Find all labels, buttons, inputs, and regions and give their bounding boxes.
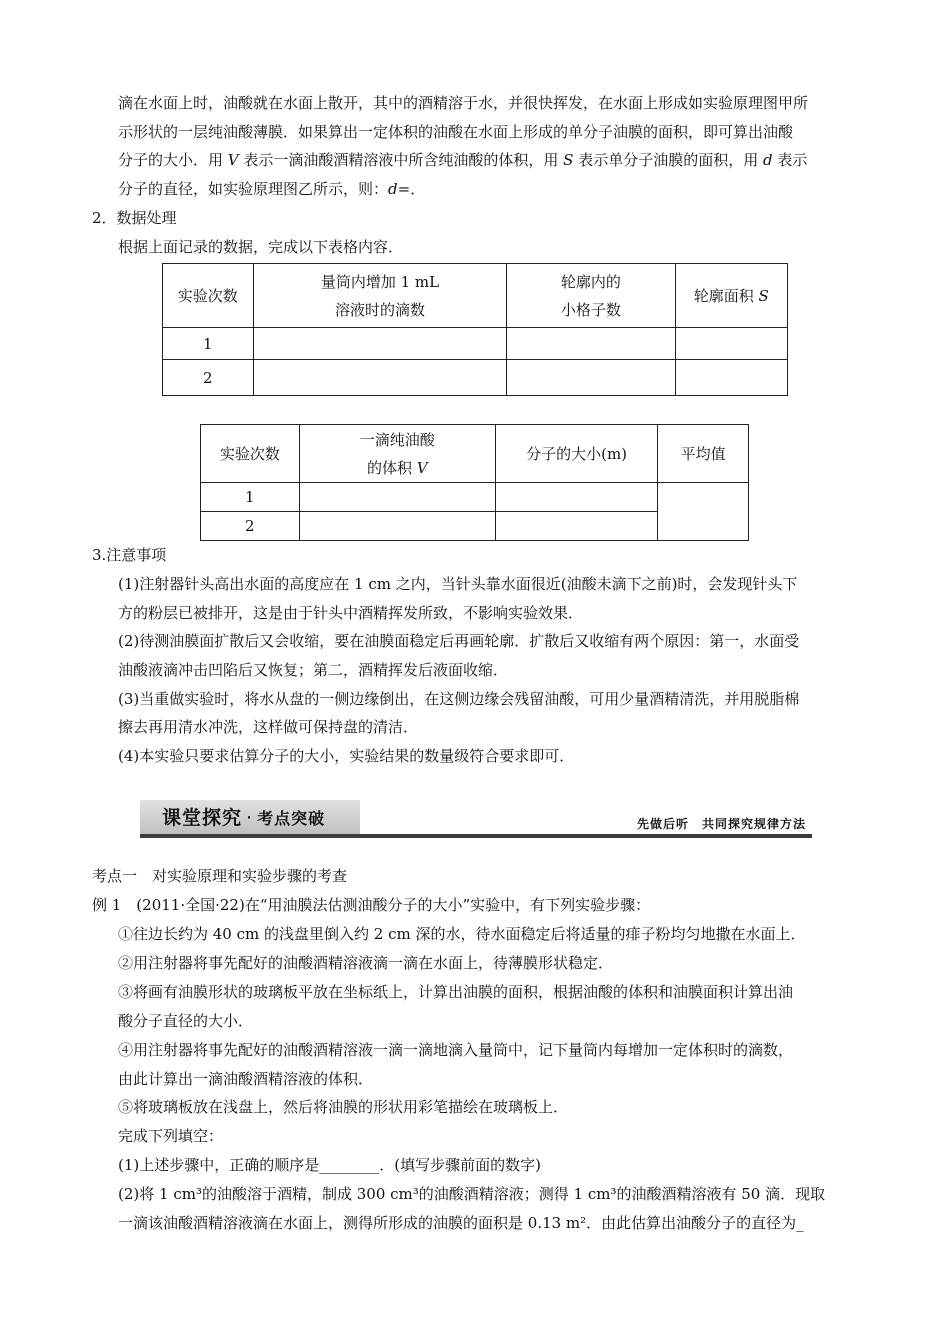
header-drops <box>253 264 507 328</box>
table-row <box>201 483 749 512</box>
cell-empty[interactable] <box>253 360 507 396</box>
row-number: 1 <box>163 328 254 360</box>
cell-empty[interactable] <box>299 483 495 512</box>
cell-empty[interactable] <box>675 360 787 396</box>
question-2-line-1: (2)将 1 cm³的油酸溶于酒精，制成 300 cm³的油酸酒精溶液；测得 1 cm³的油酸酒精溶液有 50 滴．现取 <box>118 1185 826 1203</box>
note-4: (4)本实验只要求估算分子的大小，实验结果的数量级符合要求即可． <box>118 747 575 765</box>
note-3-line-1: (3)当重做实验时，将水从盘的一侧边缘倒出，在这侧边缘会残留油酸，可用少量酒精清洗，并用脱脂棉 <box>118 690 800 708</box>
header-drops-line2: 溶液时的滴数 <box>334 300 425 319</box>
step-2: ②用注射器将事先配好的油酸酒精溶液滴一滴在水面上，待薄膜形状稳定． <box>118 954 614 972</box>
exam-point-title: 考点一 对实验原理和实验步骤的考查 <box>92 867 348 885</box>
section-heading-data: 2．数据处理 <box>92 209 177 227</box>
intro-line-2: 示形状的一层纯油酸薄膜．如果算出一定体积的油酸在水面上形成的单分子油膜的面积，即可算出油酸 <box>118 123 794 141</box>
section-heading-notes: 3.注意事项 <box>92 546 167 564</box>
example-intro: 例 1 (2011·全国·22)在“用油膜法估测油酸分子的大小”实验中，有下列实验步骤： <box>92 896 651 914</box>
question-1: (1)上述步骤中，正确的顺序是________．(填写步骤前面的数字) <box>118 1156 541 1174</box>
intro-line-1: 滴在水面上时，油酸就在水面上散开，其中的酒精溶于水，并很快挥发，在水面上形成如实验原理图甲所 <box>118 94 809 112</box>
intro-line-4: 分子的直径，如实验原理图乙所示，则：d=． <box>118 180 426 198</box>
cell-empty[interactable] <box>495 512 657 541</box>
step-3-line-1: ③将画有油膜形状的玻璃板平放在坐标纸上，计算出油膜的面积，根据油酸的体积和油膜面积计算出油 <box>118 983 794 1001</box>
note-2-line-1: (2)待测油膜面扩散后又会收缩，要在油膜面稳定后再画轮廓．扩散后又收缩有两个原因：第一，水面受 <box>118 632 800 650</box>
cell-empty[interactable] <box>507 360 675 396</box>
header-volume-line1: 一滴纯油酸 <box>359 430 435 449</box>
header-drops-line1: 量筒内增加 1 mL <box>320 272 440 291</box>
cell-empty[interactable] <box>507 328 675 360</box>
header-trial: 实验次数 <box>201 425 300 483</box>
header-volume-line2: 的体积 V <box>366 458 428 477</box>
note-2-line-2: 油酸液滴冲击凹陷后又恢复；第二，酒精挥发后液面收缩． <box>118 661 509 679</box>
header-squares <box>507 264 675 328</box>
fill-instruction: 完成下列填空： <box>118 1127 224 1145</box>
header-area: 轮廓面积 S <box>675 264 787 328</box>
row-number: 1 <box>201 483 300 512</box>
banner-rule <box>140 834 812 838</box>
note-1-line-1: (1)注射器针头高出水面的高度应在 1 cm 之内，当针头靠水面很近(油酸未滴下之前)时，会发现针头下 <box>118 575 798 593</box>
table-header-row <box>201 425 749 483</box>
header-average: 平均值 <box>658 425 749 483</box>
table-header-row <box>163 264 788 328</box>
header-trial: 实验次数 <box>163 264 254 328</box>
banner-dot: · <box>246 807 254 829</box>
table-drops-count <box>162 263 788 396</box>
row-number: 2 <box>163 360 254 396</box>
intro-line-3: 分子的大小．用 V 表示一滴油酸酒精溶液中所含纯油酸的体积，用 S 表示单分子油膜的面积，用 d 表示 <box>118 151 808 169</box>
step-1: ①往边长约为 40 cm 的浅盘里倒入约 2 cm 深的水，待水面稳定后将适量的痱子粉均匀地撒在水面上． <box>118 925 806 943</box>
header-squares-line2: 小格子数 <box>560 300 621 319</box>
data-instruction: 根据上面记录的数据，完成以下表格内容． <box>118 238 404 256</box>
table-molecule-size <box>200 424 749 541</box>
question-2-line-2: 一滴该油酸酒精溶液滴在水面上，测得所形成的油膜的面积是 0.13 m²．由此估算出油酸分子的直径为_ <box>118 1214 804 1232</box>
section-banner <box>140 800 812 840</box>
cell-empty[interactable] <box>299 512 495 541</box>
cell-empty[interactable] <box>253 328 507 360</box>
cell-average-empty[interactable] <box>658 483 749 541</box>
banner-title <box>162 806 325 831</box>
header-molecule-size: 分子的大小(m) <box>495 425 657 483</box>
cell-empty[interactable] <box>675 328 787 360</box>
row-number: 2 <box>201 512 300 541</box>
banner-title-main: 课堂探究 <box>162 807 243 829</box>
step-3-line-2: 酸分子直径的大小． <box>118 1012 254 1030</box>
table-row <box>163 360 788 396</box>
table-row <box>163 328 788 360</box>
step-4-line-2: 由此计算出一滴油酸酒精溶液的体积． <box>118 1070 374 1088</box>
banner-subtitle: 考点突破 <box>257 809 326 828</box>
header-squares-line1: 轮廓内的 <box>560 272 621 291</box>
step-4-line-1: ④用注射器将事先配好的油酸酒精溶液一滴一滴地滴入量筒中，记下量筒内每增加一定体积时的滴数， <box>118 1041 794 1059</box>
step-5: ⑤将玻璃板放在浅盘上，然后将油膜的形状用彩笔描绘在玻璃板上． <box>118 1098 569 1116</box>
note-3-line-2: 擦去再用清水冲洗，这样做可保持盘的清洁． <box>118 718 419 736</box>
header-volume <box>299 425 495 483</box>
note-1-line-2: 方的粉层已被排开，这是由于针头中酒精挥发所致，不影响实验效果． <box>118 604 584 622</box>
banner-slogan: 先做后听 共同探究规律方法 <box>636 817 806 831</box>
cell-empty[interactable] <box>495 483 657 512</box>
